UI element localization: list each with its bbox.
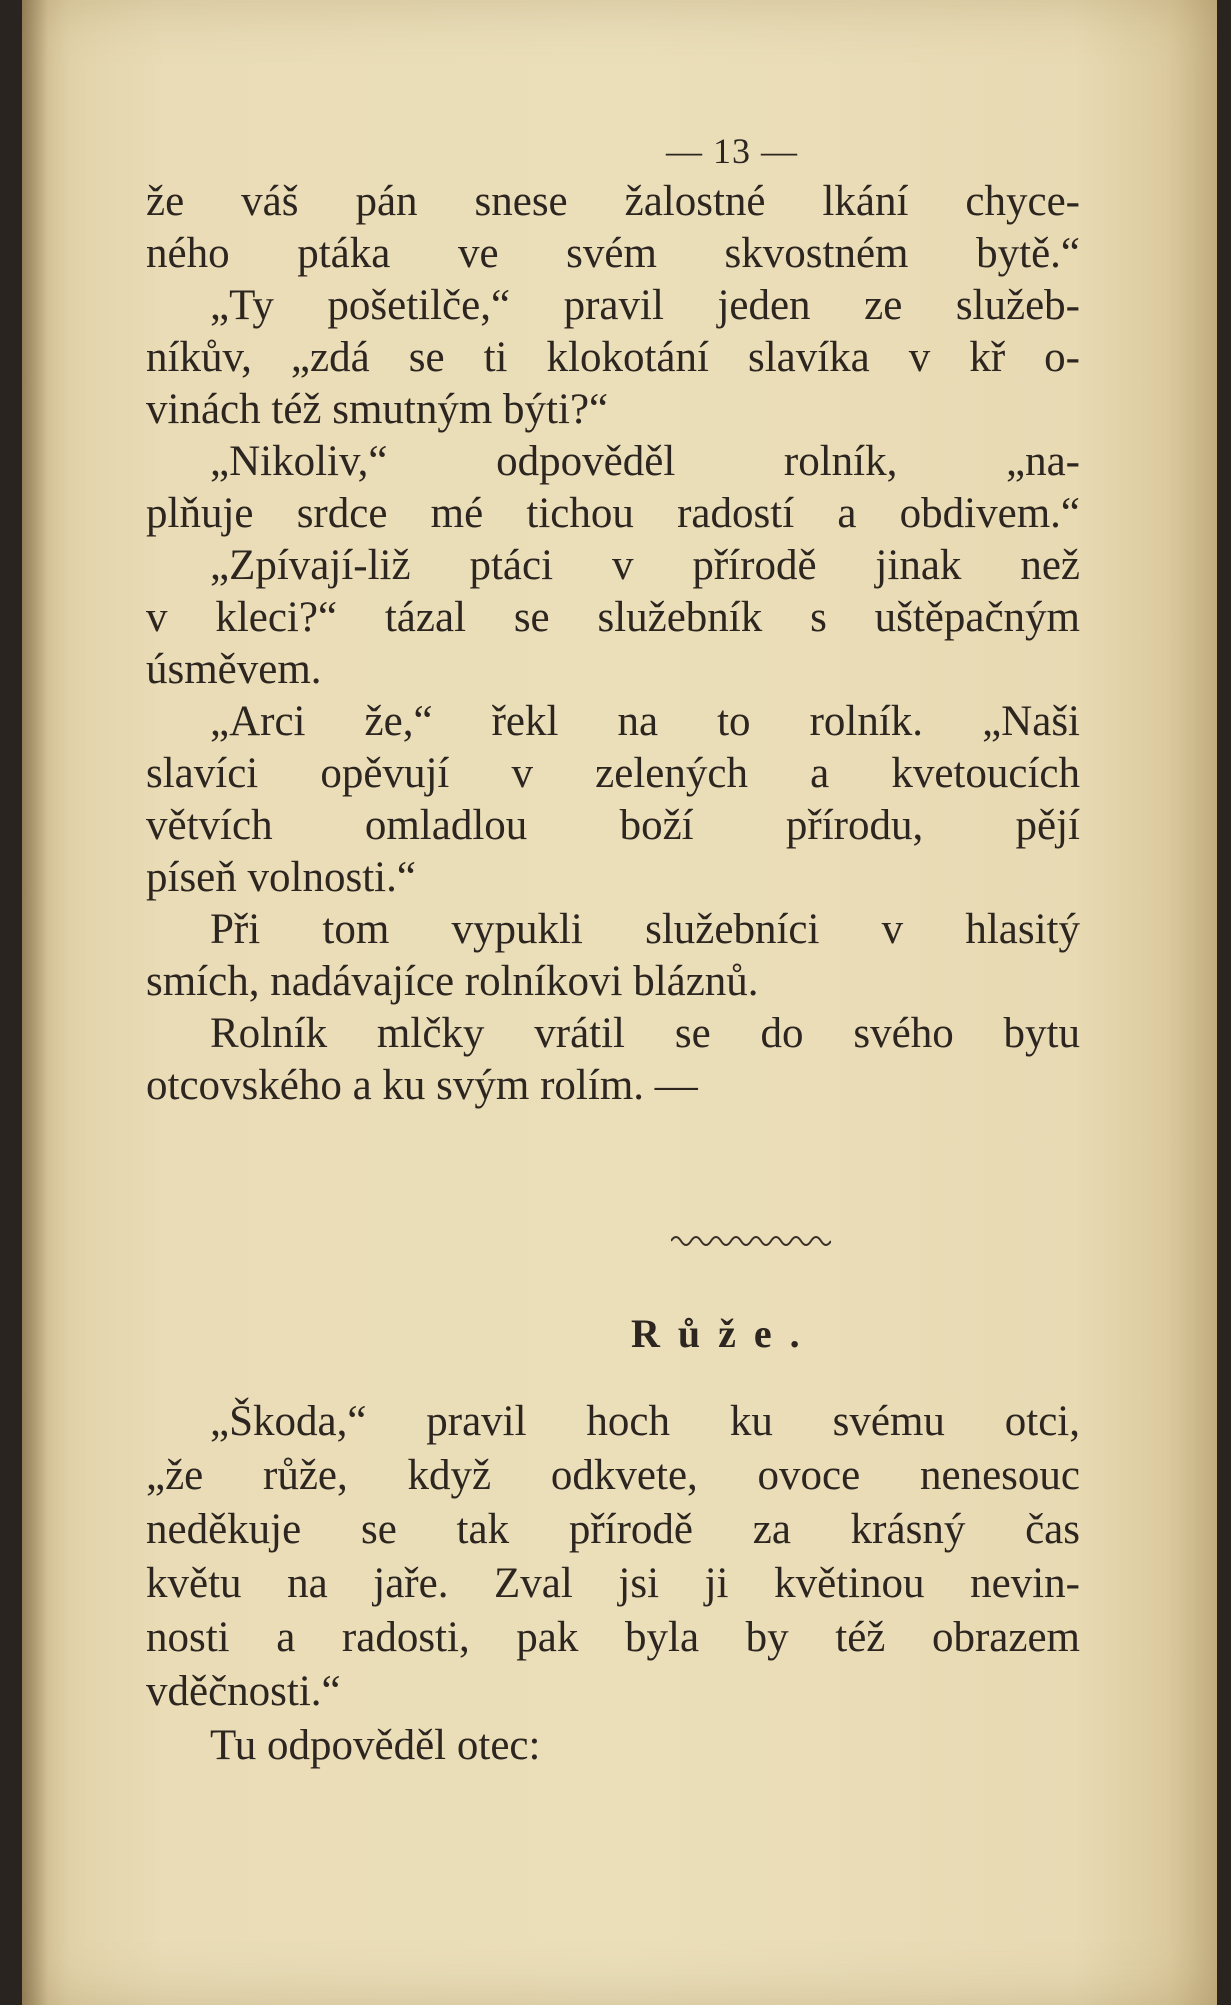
text-line: „Nikoliv,“ odpověděl rolník, „na-	[210, 438, 1080, 485]
text-line: v kleci?“ tázal se služebník s uštěpačným	[146, 594, 1080, 641]
text-line: nosti a radosti, pak byla by též obrazem	[146, 1614, 1080, 1661]
text-line: otcovského a ku svým rolím. —	[146, 1062, 698, 1109]
text-line: úsměvem.	[146, 646, 322, 693]
text-line: níkův, „zdá se ti klokotání slavíka v kř o-	[146, 334, 1080, 381]
text-line: plňuje srdce mé tichou radostí a obdivem.“	[146, 490, 1080, 537]
text-line: „Arci že,“ řekl na to rolník. „Naši	[210, 698, 1080, 745]
text-line: „že růže, když odkvete, ovoce nenesouc	[146, 1452, 1080, 1499]
text-line: píseň volnosti.“	[146, 854, 416, 901]
text-line: že váš pán snese žalostné lkání chyce-	[146, 178, 1080, 225]
text-line: „Zpívají-liž ptáci v přírodě jinak než	[210, 542, 1080, 589]
text-line: vinách též smutným býti?“	[146, 386, 609, 433]
text-line: slavíci opěvují v zelených a kvetoucích	[146, 750, 1080, 797]
text-line: ného ptáka ve svém skvostném bytě.“	[146, 230, 1080, 277]
text-line: smích, nadávajíce rolníkovi bláznů.	[146, 958, 759, 1005]
text-line: vděčnosti.“	[146, 1668, 341, 1715]
text-line: květu na jaře. Zval jsi ji květinou nevin-	[146, 1560, 1080, 1607]
text-line: Tu odpověděl otec:	[210, 1722, 541, 1769]
text-line: „Škoda,“ pravil hoch ku svému otci,	[210, 1398, 1080, 1445]
text-line: Při tom vypukli služebníci v hlasitý	[210, 906, 1080, 953]
text-line: větvích omladlou boží přírodu, pějí	[146, 802, 1080, 849]
text-line: neděkuje se tak přírodě za krásný čas	[146, 1506, 1080, 1553]
text-line: Rolník mlčky vrátil se do svého bytu	[210, 1010, 1080, 1057]
section-heading: Růže.	[631, 1311, 818, 1356]
book-page	[22, 0, 1217, 2005]
page-number: — 13 —	[666, 131, 798, 171]
text-line: „Ty pošetilče,“ pravil jeden ze služeb-	[210, 282, 1080, 329]
wavy-divider-ornament	[671, 1232, 831, 1250]
